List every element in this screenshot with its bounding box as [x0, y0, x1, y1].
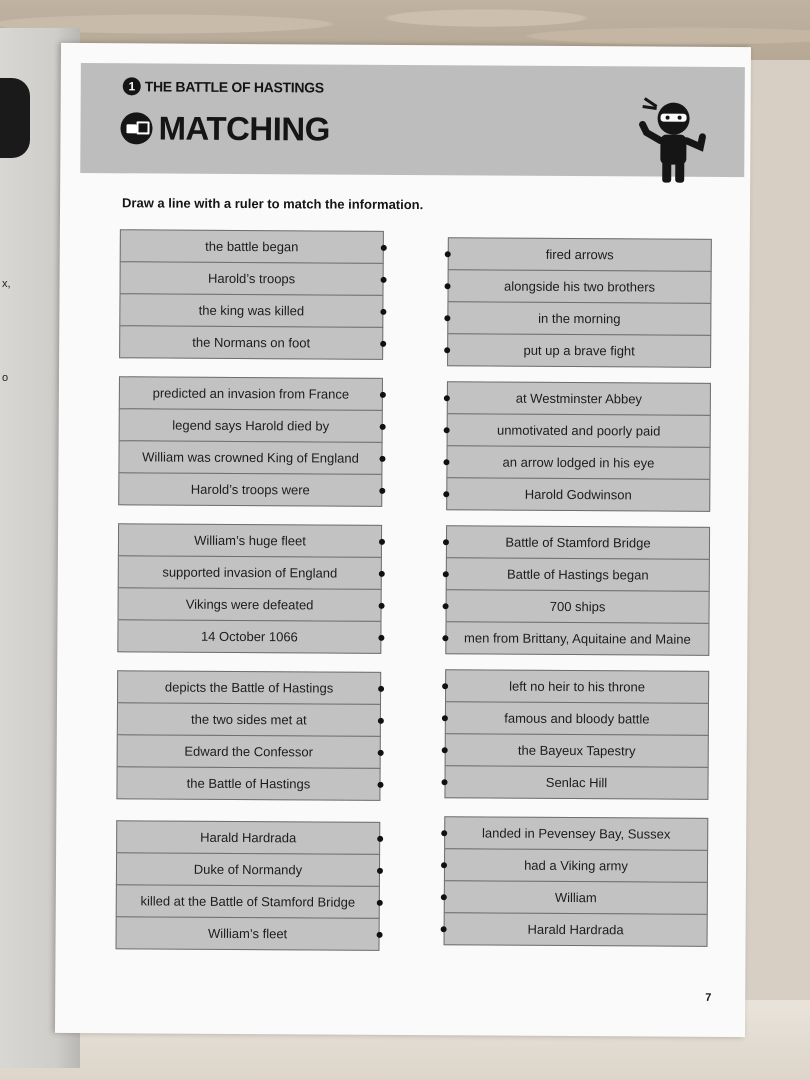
- right-match-item[interactable]: an arrow lodged in his eye: [446, 445, 710, 480]
- right-match-item[interactable]: famous and bloody battle: [445, 701, 709, 736]
- right-column-group: [444, 817, 709, 947]
- right-match-item[interactable]: Battle of Hastings began: [446, 557, 710, 592]
- left-match-item[interactable]: Harold’s troops were: [118, 472, 382, 507]
- left-match-item[interactable]: Duke of Normandy: [116, 852, 380, 887]
- right-match-item[interactable]: left no heir to his throne: [445, 669, 709, 704]
- left-column-group: [119, 230, 384, 360]
- chapter-heading: [123, 77, 324, 96]
- right-match-item[interactable]: 700 ships: [445, 589, 709, 624]
- left-match-item[interactable]: Harald Hardrada: [116, 820, 380, 855]
- right-match-item[interactable]: Battle of Stamford Bridge: [446, 525, 710, 560]
- right-match-item[interactable]: William: [444, 880, 708, 915]
- left-page-fragment: o: [2, 372, 9, 384]
- right-match-item[interactable]: Senlac Hill: [444, 765, 708, 800]
- right-column-group: [445, 526, 710, 656]
- left-column-group: [117, 524, 382, 654]
- left-match-item[interactable]: William’s fleet: [115, 916, 379, 951]
- left-match-item[interactable]: killed at the Battle of Stamford Bridge: [116, 884, 380, 919]
- instructions-text: Draw a line with a ruler to match the information.: [122, 195, 424, 213]
- left-match-item[interactable]: predicted an invasion from France: [119, 376, 383, 411]
- page-number: 7: [705, 991, 712, 1004]
- right-match-item[interactable]: unmotivated and poorly paid: [447, 413, 711, 448]
- chapter-number-badge: 1: [123, 77, 141, 95]
- right-match-item[interactable]: had a Viking army: [444, 848, 708, 883]
- left-match-item[interactable]: the king was killed: [119, 293, 383, 328]
- left-column-group: [115, 821, 380, 951]
- right-match-item[interactable]: at Westminster Abbey: [447, 381, 711, 416]
- left-match-item[interactable]: supported invasion of England: [118, 555, 382, 590]
- left-match-item[interactable]: legend says Harold died by: [119, 408, 383, 443]
- right-match-item[interactable]: alongside his two brothers: [447, 269, 711, 304]
- ninja-fragment-icon: [0, 78, 30, 158]
- right-match-item[interactable]: landed in Pevensey Bay, Sussex: [444, 816, 708, 851]
- left-match-item[interactable]: Harold’s troops: [119, 261, 383, 296]
- left-match-item[interactable]: William was crowned King of England: [118, 440, 382, 475]
- left-match-item[interactable]: the two sides met at: [117, 702, 381, 737]
- chapter-title: THE BATTLE OF HASTINGS: [144, 78, 324, 96]
- left-match-item[interactable]: the Battle of Hastings: [116, 766, 380, 801]
- left-match-item[interactable]: Edward the Confessor: [117, 734, 381, 769]
- left-match-item[interactable]: the battle began: [120, 229, 384, 264]
- left-match-item[interactable]: William’s huge fleet: [118, 523, 382, 558]
- right-column-group: [444, 670, 709, 800]
- left-column-group: [116, 671, 381, 801]
- left-match-item[interactable]: the Normans on foot: [119, 325, 383, 360]
- matching-icon: [120, 112, 152, 144]
- right-match-item[interactable]: fired arrows: [448, 237, 712, 272]
- right-match-item[interactable]: put up a brave fight: [447, 333, 711, 368]
- section-title-row: [120, 109, 330, 148]
- right-column-group: [447, 238, 712, 368]
- left-match-item[interactable]: 14 October 1066: [117, 619, 381, 654]
- ninja-icon: [638, 96, 709, 186]
- right-column-group: [446, 382, 711, 512]
- right-match-item[interactable]: men from Brittany, Aquitaine and Maine: [445, 621, 709, 656]
- right-match-item[interactable]: in the morning: [447, 301, 711, 336]
- left-match-item[interactable]: depicts the Battle of Hastings: [117, 670, 381, 705]
- right-match-item[interactable]: Harold Godwinson: [446, 477, 710, 512]
- worksheet-page: [55, 43, 751, 1037]
- right-match-item[interactable]: the Bayeux Tapestry: [445, 733, 709, 768]
- left-page-fragment: x,: [2, 278, 11, 290]
- left-match-item[interactable]: Vikings were defeated: [118, 587, 382, 622]
- right-match-item[interactable]: Harald Hardrada: [444, 912, 708, 947]
- section-title: MATCHING: [158, 109, 330, 148]
- left-column-group: [118, 377, 383, 507]
